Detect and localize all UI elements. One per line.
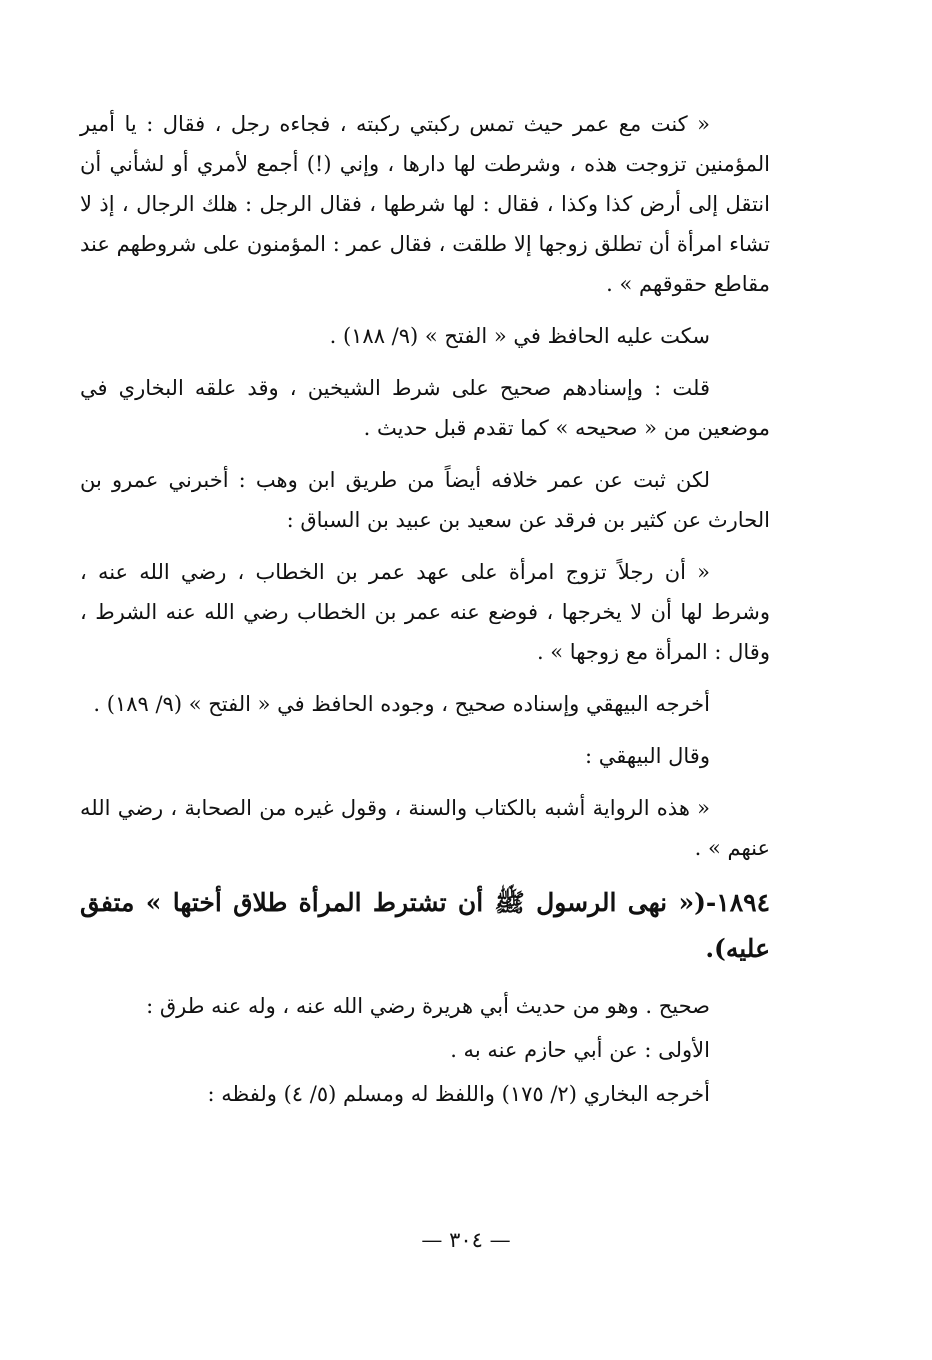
quote-paragraph-condition: « أن رجلاً تزوج امرأة على عهد عمر بن الخطاب ، رضي الله عنه ، وشرط لها أن لا يخرجها ، فوضع عنه عمر بن الخطاب رضي الله عنه الشرط ، وقال : المرأة مع زوجها » . — [80, 560, 770, 664]
bayhaqi-intro: وقال البيهقي : — [585, 744, 710, 768]
bayhaqi-quote: « هذه الرواية أشبه بالكتاب والسنة ، وقول غيره من الصحابة ، رضي الله عنهم » . — [80, 796, 770, 860]
grading-paragraph: صحيح . وهو من حديث أبي هريرة رضي الله عنه ، وله عنه طرق : — [146, 994, 710, 1018]
first-route-paragraph: الأولى : عن أبي حازم عنه به . — [450, 1038, 710, 1062]
hafiz-note-paragraph: سكت عليه الحافظ في « الفتح » (٩/ ١٨٨) . — [329, 324, 710, 348]
quote-paragraph-umar: « كنت مع عمر حيث تمس ركبتي ركبته ، فجاءه رجل ، فقال : يا أمير المؤمنين تزوجت هذه ، وشرطت لها دارها ، وإني (!) أجمع لأمري أو لشأني أن انتقل إلى أرض كذا وكذا ، فقال : لها شرطها ، فقال الرجل : هلك الرجال ، إذ لا تشاء امرأة أن تطلق زوجها إلا طلقت ، فقال عمر : المؤمنون على شروطهم عند مقاطع حقوقهم » . — [80, 112, 770, 296]
author-comment-paragraph: قلت : وإسنادهم صحيح على شرط الشيخين ، وقد علقه البخاري في موضعين من « صحيحه » كما تقدم قبل حديث . — [80, 376, 770, 440]
hadith-heading: ١٨٩٤-(« نهى الرسول ﷺ أن تشترط المرأة طلاق أختها » متفق عليه). — [80, 888, 770, 963]
isnad-paragraph: لكن ثبت عن عمر خلافه أيضاً من طريق ابن وهب : أخبرني عمرو بن الحارث عن كثير بن فرقد عن سعيد بن عبيد بن السباق : — [80, 468, 770, 532]
takhrij-paragraph: أخرجه البيهقي وإسناده صحيح ، وجوده الحافظ في « الفتح » (٩/ ١٨٩) . — [93, 692, 710, 716]
bukhari-muslim-paragraph: أخرجه البخاري (٢/ ١٧٥) واللفظ له ومسلم (٥/ ٤) ولفظه : — [207, 1082, 710, 1106]
page-body — [80, 104, 770, 1118]
page-number: — ٣٠٤ — — [421, 1228, 511, 1252]
